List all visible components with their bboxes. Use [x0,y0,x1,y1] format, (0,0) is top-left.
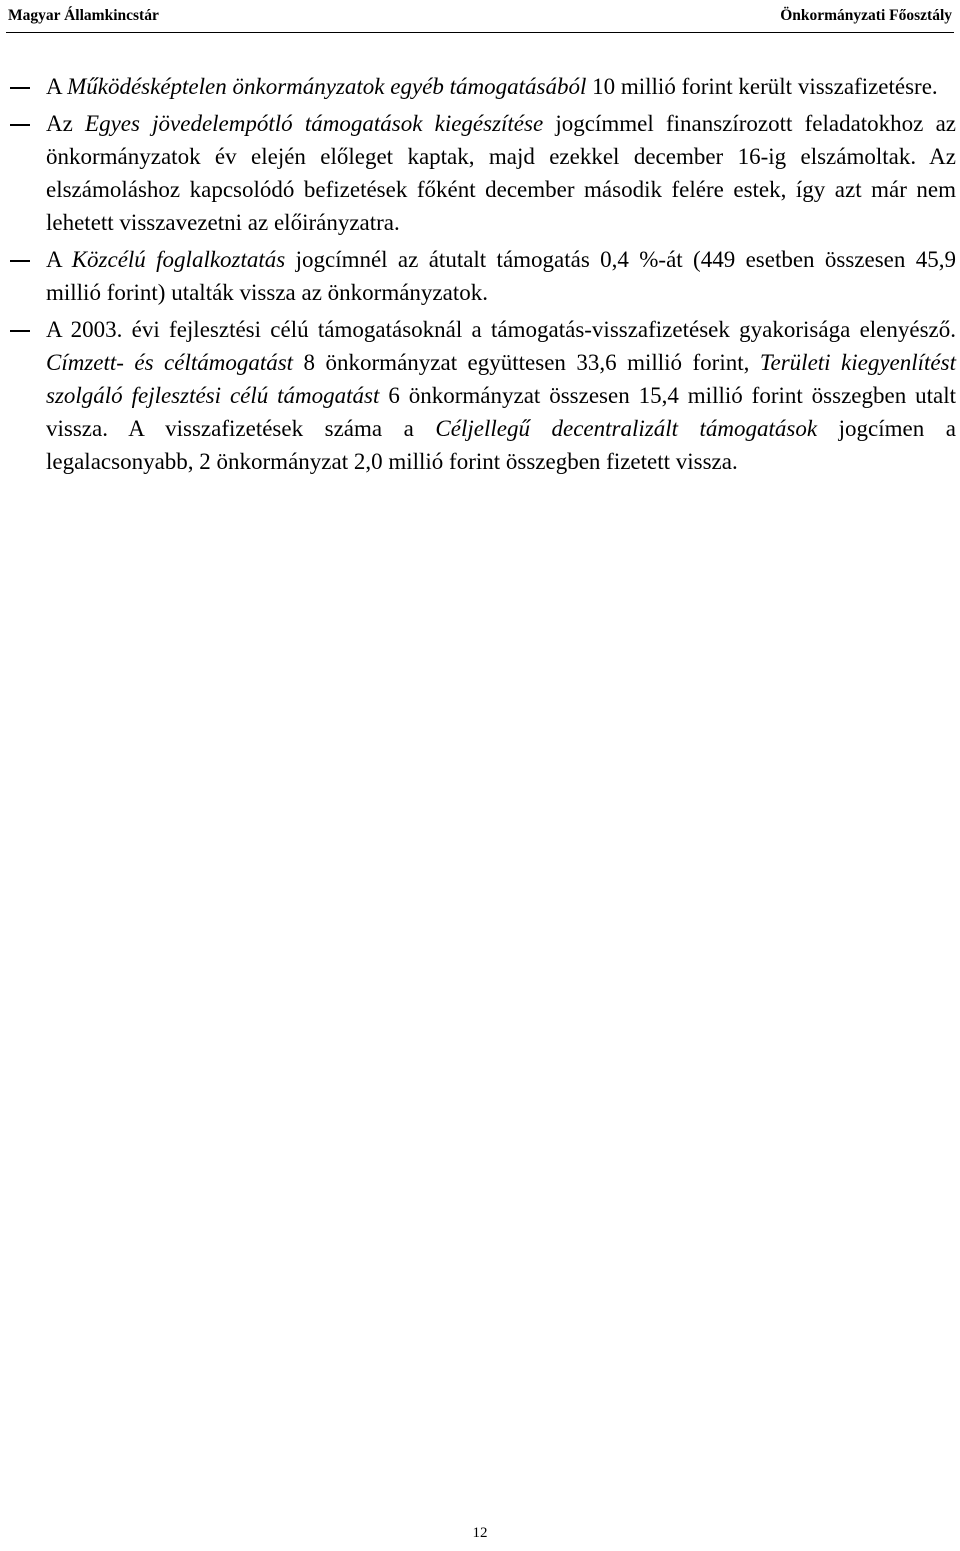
item-text: Az [46,111,86,136]
list-item [10,107,956,239]
list-item [10,70,956,103]
item-text: jogcímen a legalacsonyabb, 2 önkormányzat 2,0 millió forint összegben fizetett vissza. [46,416,957,474]
item-italic-term: Közcélú foglalkoztatás [71,247,286,272]
header-organization: Magyar Államkincstár [8,7,159,24]
item-italic-term: Területi kiegyenlítést szolgáló fejlesztési célú támogatást [46,350,956,408]
item-text: 6 önkormányzat összesen 15,4 millió forint összegben utalt vissza. A visszafizetések száma a [46,383,956,441]
item-text: A [46,247,72,272]
list-item [10,243,956,309]
item-italic-term: Céljellegű decentralizált támogatások [435,416,818,441]
item-italic-term: Működésképtelen önkormányzatok egyéb támogatásából [67,74,587,99]
list-item [10,313,956,478]
document-body [10,70,956,482]
page-header [6,0,954,33]
item-text: A [46,74,68,99]
item-text: 10 millió forint került visszafizetésre. [586,74,938,99]
header-department: Önkormányzati Főosztály [780,7,952,24]
item-text: A 2003. évi fejlesztési célú támogatásoknál a támogatás-visszafizetések gyakorisága elenyésző. [46,317,956,342]
item-text: jogcímnél az átutalt támogatás 0,4 %-át (449 esetben összesen 45,9 millió forint) utalták vissza az önkormányzatok. [46,247,956,305]
item-italic-term: Egyes jövedelempótló támogatások kiegészítése [85,111,544,136]
page-number: 12 [472,1525,488,1541]
item-italic-term: Címzett- és céltámogatást [46,350,294,375]
item-text: 8 önkormányzat együttesen 33,6 millió forint, [293,350,760,375]
item-text: jogcímmel finanszírozott feladatokhoz az önkormányzatok év elején előleget kaptak, majd ezekkel december 16-ig elszámoltak. Az elszámoláshoz kapcsolódó befizetések főként december második felére estek, így azt már nem lehetett visszavezetni az előirányzatra. [46,111,956,235]
